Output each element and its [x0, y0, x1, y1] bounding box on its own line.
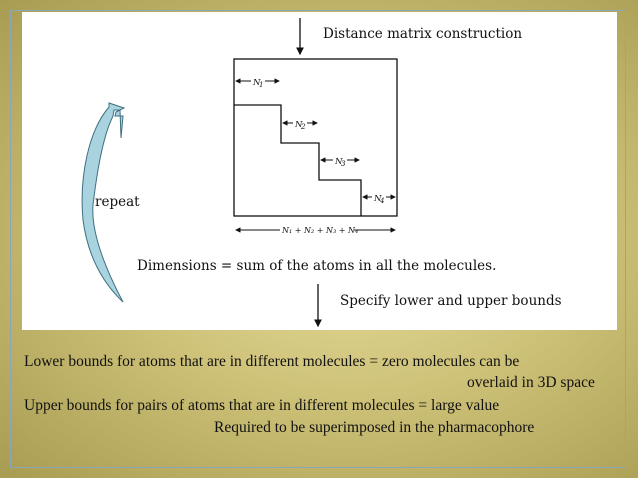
lower-bounds-line-2: overlaid in 3D space	[467, 374, 595, 391]
figure-svg	[22, 12, 617, 330]
block-2-label: N	[295, 120, 303, 130]
block-4-subscript: 4	[380, 197, 385, 205]
block-2-subscript: 2	[301, 123, 306, 131]
bounds-caption: Specify lower and upper bounds	[340, 293, 562, 309]
block-1-label: N	[253, 78, 261, 88]
repeat-label: repeat	[95, 194, 140, 210]
block-3-label: N	[335, 157, 343, 167]
block-3-subscript: 3	[341, 160, 346, 168]
upper-bounds-line-1: Upper bounds for pairs of atoms that are in different molecules = large value	[24, 397, 500, 414]
dimensions-caption: Dimensions = sum of the atoms in all the molecules.	[137, 258, 497, 274]
block-4-label: N	[374, 194, 382, 204]
distance-matrix-figure	[22, 12, 617, 330]
total-dimension-label: N₁ + N₂ + N₃ + N₄	[282, 226, 359, 235]
top-caption: Distance matrix construction	[323, 26, 523, 42]
upper-bounds-line-2: Required to be superimposed in the pharmacophore	[214, 419, 535, 436]
lower-bounds-line-1: Lower bounds for atoms that are in different molecules = zero molecules can be	[24, 353, 520, 370]
block-1-subscript: 1	[259, 81, 264, 89]
